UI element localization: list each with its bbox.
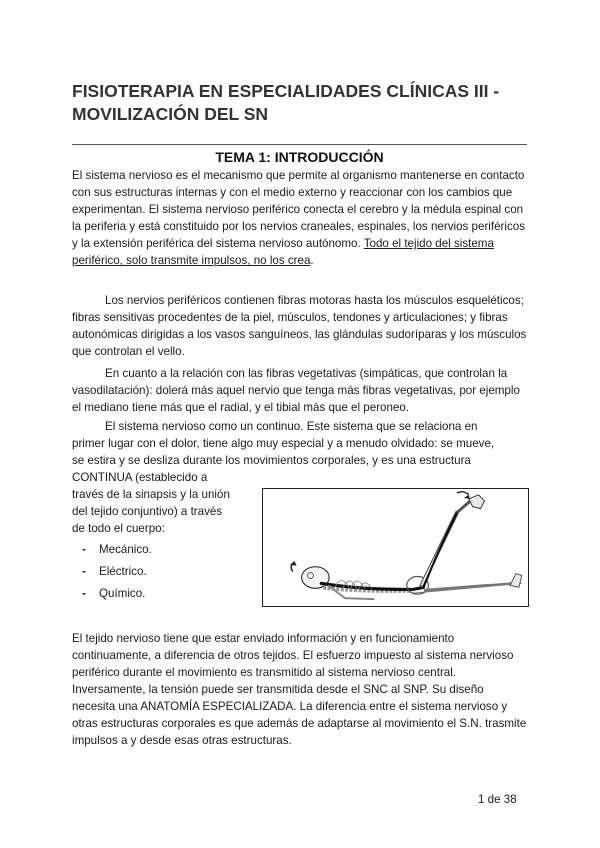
- paragraph-4-line-3: se estira y se desliza durante los movimientos corporales, y es una estructura: [72, 454, 471, 467]
- list-bullet: -: [82, 565, 86, 578]
- paragraph-4-line-2: primer lugar con el dolor, tiene algo muy especial y a menudo olvidado: se mueve,: [72, 437, 495, 450]
- raised-foot: [469, 495, 485, 509]
- document-title-line-1: FISIOTERAPIA EN ESPECIALIDADES CLÍNICAS III -: [72, 81, 500, 101]
- list-item-label: Eléctrico.: [99, 565, 147, 578]
- skeleton-nerve-drawing: [263, 489, 528, 606]
- list-item: [82, 585, 152, 607]
- paragraph-1-underlined: Todo el tejido del sistema periférico, solo transmite impulsos, no los crea: [72, 237, 494, 267]
- paragraph-4-line-7: de todo el cuerpo:: [72, 522, 165, 535]
- document-title: [72, 80, 532, 126]
- list-item: [82, 541, 152, 563]
- sciatic-nerve-raised: [424, 513, 457, 588]
- section-heading: TEMA 1: INTRODUCCIÓN: [215, 149, 384, 165]
- resting-foot: [510, 574, 522, 588]
- paragraph-1: [72, 167, 527, 269]
- list-item-label: Mecánico.: [99, 543, 152, 556]
- nervous-system-properties-list: [82, 541, 152, 607]
- paragraph-5: El tejido nervioso tiene que estar enviado información y en funcionamiento continuamente, a diferencia de otros tejidos. El esfuerzo impuesto al sistema nervioso periférico durante el movimiento es transmitido al sistema nervioso central. Inversamente, la tensión puede ser transmitida desde el SNC al SNP. Su diseño necesita una ANATOMÍA ESPECIALIZADA. La diferencia entre el sistema nervioso y otras estructuras corporales es que además de adaptarse al movimiento el S.N. trasmite impulsos a y desde esas otras estructuras.: [72, 632, 527, 747]
- straight-leg-raise-illustration: [262, 488, 529, 607]
- paragraph-1-text: El sistema nervioso es el mecanismo que permite al organismo mantenerse en contacto con sus estructuras internas y con el medio externo y reaccionar con los cambios que experimentan. El sistema nervioso periférico conecta el cerebro y la médula espinal con la periferia y está constituido por los nervios craneales, espinales, los nervios periféricos y la extensión periférica del sistema nervioso autónomo.: [72, 169, 526, 250]
- paragraph-1-end: .: [310, 254, 314, 267]
- dorsiflexion-arrowhead: [464, 495, 470, 499]
- page-number: 1 de 38: [478, 793, 517, 806]
- paragraph-2: Los nervios periféricos contienen fibras motoras hasta los músculos esqueléticos; fibras sensitivas procedentes de la piel, músculos, tendones y articulaciones; y fibras autonómicas dirigidas a los vasos sanguíneos, las glándulas sudoríparas y los músculos que controlan el vello.: [72, 294, 527, 358]
- paragraph-4-line-6: del tejido conjuntivo) a través: [72, 505, 223, 518]
- document-title-line-2: MOVILIZACIÓN DEL SN: [72, 104, 269, 124]
- paragraph-3: En cuanto a la relación con las fibras vegetativas (simpáticas, que controlan la vasodilatación): dolerá más aquel nervio que tenga más fibras vegetativas, por ejemplo el mediano tiene más que el radial, y el tibial más que el peroneo.: [72, 367, 520, 414]
- list-item-label: Químico.: [99, 587, 146, 600]
- paragraph-4-line-5: través de la sinapsis y la unión: [72, 488, 230, 501]
- paragraph-4-line-1: El sistema nervioso como un continuo. Este sistema que se relaciona en: [105, 420, 478, 433]
- paragraph-4-line-4: CONTINUA (establecido a: [72, 471, 208, 484]
- list-bullet: -: [82, 543, 86, 556]
- title-divider: [72, 144, 527, 145]
- list-bullet: -: [82, 587, 86, 600]
- dorsiflexion-arrow: [457, 492, 469, 495]
- list-item: [82, 563, 152, 585]
